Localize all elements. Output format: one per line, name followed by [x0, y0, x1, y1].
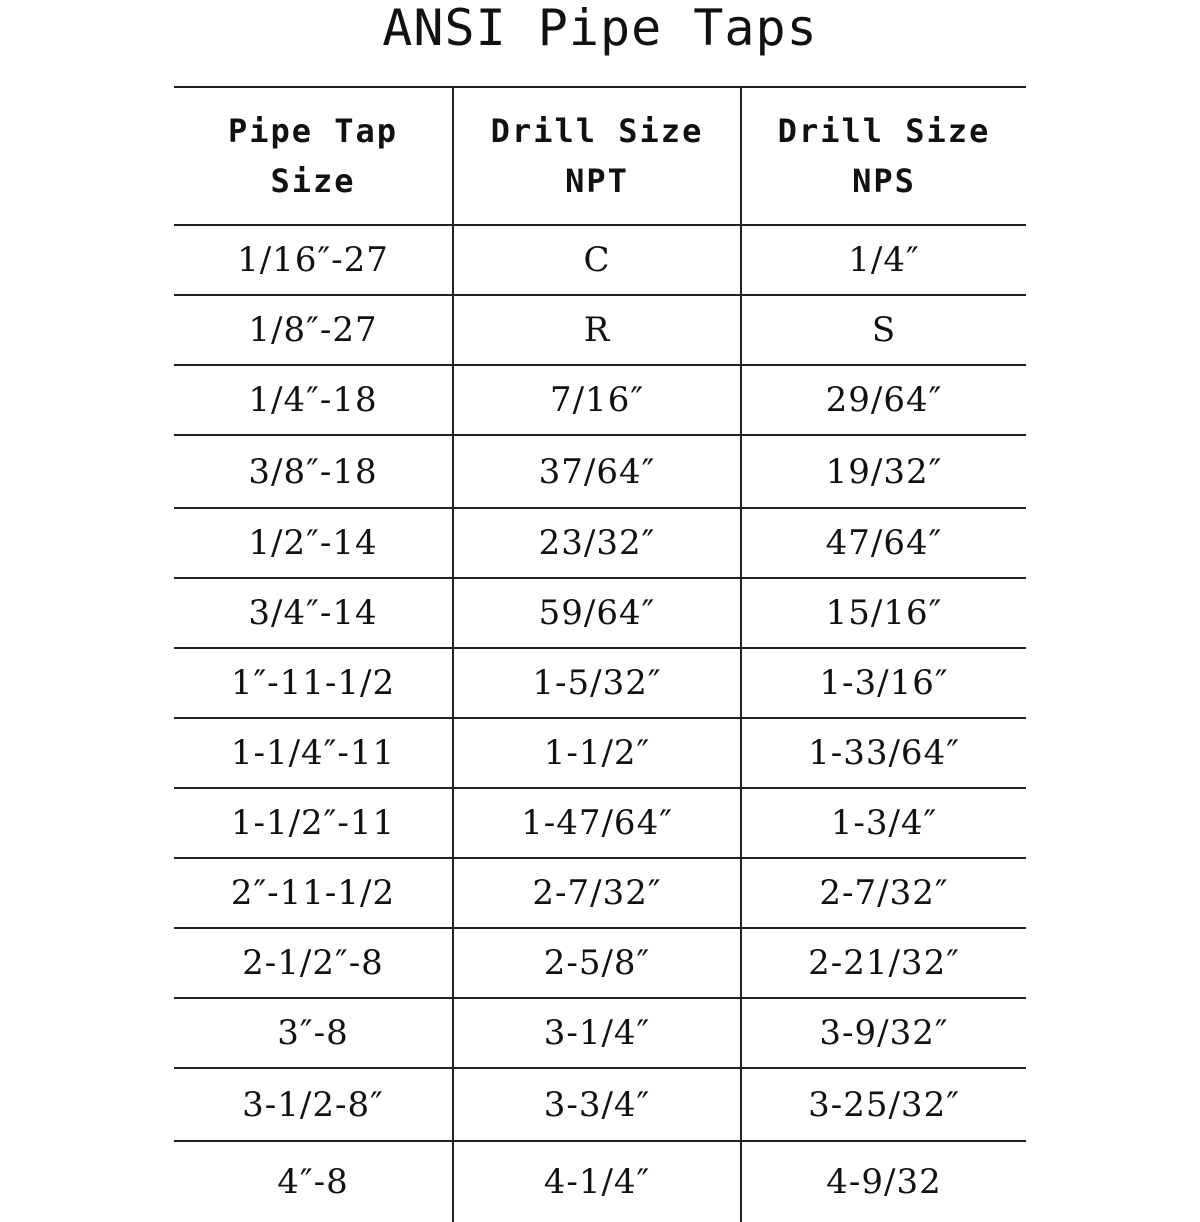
- drill-size-nps-cell: 19/32″: [741, 435, 1026, 508]
- pipe-tap-size-cell: 1/16″-27: [237, 240, 389, 280]
- drill-size-npt-cell: 3-1/4″: [453, 998, 741, 1068]
- drill-size-npt-cell: 1-1/2″: [453, 718, 741, 788]
- table-row: [174, 718, 1026, 788]
- column-header-line: Drill Size: [490, 112, 704, 150]
- drill-size-npt-cell: 37/64″: [453, 435, 741, 508]
- column-header-line: NPT: [565, 162, 629, 200]
- drill-size-nps-cell: 3-9/32″: [741, 998, 1026, 1068]
- drill-size-nps-cell: 1-3/4″: [741, 788, 1026, 858]
- drill-size-npt-cell: 2-7/32″: [453, 858, 741, 928]
- drill-size-nps-cell: 1-3/16″: [741, 648, 1026, 718]
- pipe-tap-size-cell: 1/2″-14: [248, 523, 378, 563]
- table-row: [174, 435, 1026, 508]
- table-row: [174, 295, 1026, 365]
- drill-size-nps-cell: S: [741, 295, 1026, 365]
- table-row: [174, 1141, 1026, 1222]
- drill-size-npt-cell: 2-5/8″: [453, 928, 741, 998]
- pipe-tap-size-cell: 2-1/2″-8: [242, 943, 384, 983]
- drill-size-npt-cell: R: [453, 295, 741, 365]
- drill-size-nps-cell: 29/64″: [741, 365, 1026, 435]
- table-row: [174, 788, 1026, 858]
- pipe-tap-size-cell: 3-1/2-8″: [242, 1084, 384, 1125]
- drill-size-npt-cell: 1-47/64″: [453, 788, 741, 858]
- table-row: [174, 508, 1026, 578]
- drill-size-nps-cell: 15/16″: [741, 578, 1026, 648]
- pipe-tap-size-cell: 3/4″-14: [248, 593, 378, 633]
- drill-size-npt-cell: 23/32″: [453, 508, 741, 578]
- column-header-line: Pipe Tap: [227, 112, 399, 150]
- table-row: [174, 928, 1026, 998]
- column-header-line: Size: [270, 162, 356, 200]
- drill-size-npt-cell: C: [453, 225, 741, 295]
- drill-size-npt-cell: 1-5/32″: [453, 648, 741, 718]
- pipe-tap-size-cell: 1-1/4″-11: [230, 733, 396, 773]
- pipe-tap-size-cell: 2″-11-1/2: [230, 873, 396, 913]
- page-title: ANSI Pipe Taps: [382, 0, 818, 57]
- table-row: [174, 225, 1026, 295]
- drill-size-npt-cell: 7/16″: [453, 365, 741, 435]
- drill-size-nps-cell: 2-21/32″: [741, 928, 1026, 998]
- column-header-drill-size-nps: [741, 87, 1026, 225]
- table-row: [174, 578, 1026, 648]
- pipe-tap-size-cell: 3″-8: [277, 1013, 349, 1053]
- drill-size-nps-cell: 4-9/32: [741, 1141, 1026, 1222]
- pipe-tap-size-cell: 3/8″-18: [248, 451, 378, 492]
- pipe-tap-size-cell: 1/4″-18: [248, 380, 378, 420]
- drill-size-nps-cell: 1/4″: [741, 225, 1026, 295]
- table-header-row: [174, 87, 1026, 225]
- column-header-line: Drill Size: [777, 112, 991, 150]
- table-row: [174, 998, 1026, 1068]
- column-header-drill-size-npt: [453, 87, 741, 225]
- column-header-line: NPS: [852, 162, 916, 200]
- table-row: [174, 1068, 1026, 1141]
- drill-size-nps-cell: 47/64″: [741, 508, 1026, 578]
- table-row: [174, 648, 1026, 718]
- column-header-pipe-tap-size: [174, 87, 453, 225]
- table-row: [174, 858, 1026, 928]
- pipe-tap-size-cell: 1″-11-1/2: [230, 663, 396, 703]
- pipe-tap-size-cell: 1/8″-27: [248, 310, 378, 350]
- table-row: [174, 365, 1026, 435]
- pipe-tap-size-cell: 1-1/2″-11: [230, 803, 396, 843]
- pipe-tap-size-cell: 4″-8: [277, 1162, 349, 1202]
- pipe-tap-table: [174, 86, 1026, 1222]
- drill-size-npt-cell: 4-1/4″: [453, 1141, 741, 1222]
- drill-size-npt-cell: 3-3/4″: [453, 1068, 741, 1141]
- drill-size-nps-cell: 3-25/32″: [741, 1068, 1026, 1141]
- drill-size-npt-cell: 59/64″: [453, 578, 741, 648]
- drill-size-nps-cell: 2-7/32″: [741, 858, 1026, 928]
- drill-size-nps-cell: 1-33/64″: [741, 718, 1026, 788]
